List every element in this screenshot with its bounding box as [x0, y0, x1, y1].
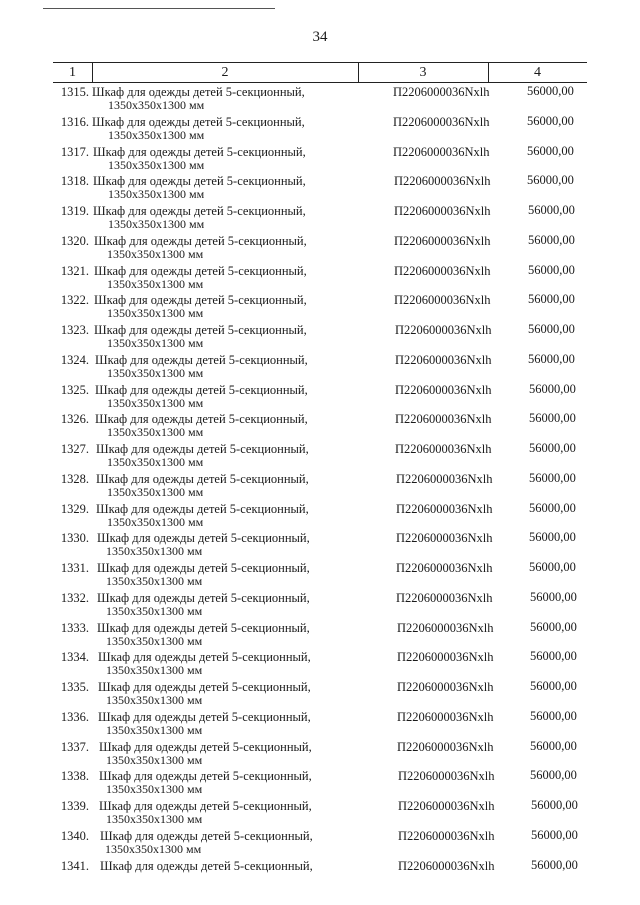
row-item-price: 56000,00 [531, 857, 578, 872]
row-item-price: 56000,00 [528, 262, 575, 277]
row-item-name: Шкаф для одежды детей 5-секционный, [95, 382, 308, 397]
row-number: 1317. [60, 144, 89, 159]
row-item-price: 56000,00 [528, 232, 575, 247]
row-item-name: Шкаф для одежды детей 5-секционный, [96, 471, 309, 486]
row-item-price: 56000,00 [527, 113, 574, 128]
row-item-code: П2206000036Nxlh [394, 263, 491, 278]
row-item-code: П2206000036Nxlh [395, 442, 492, 456]
table-row [0, 856, 640, 886]
table-row [0, 677, 640, 707]
row-number: 1328. [60, 471, 89, 486]
row-item-dimensions: 1350x350x1300 мм [108, 157, 205, 172]
column-header-3: 3 [419, 65, 427, 80]
page-number: 34 [312, 29, 328, 45]
row-item-code: П2206000036Nxlh [394, 233, 491, 248]
row-number: 1322. [60, 293, 89, 308]
row-number: 1321. [60, 263, 89, 278]
table-row [0, 290, 640, 320]
row-item-code: П2206000036Nxlh [393, 144, 490, 159]
row-item-price: 56000,00 [530, 738, 577, 753]
row-item-price: 56000,00 [530, 708, 577, 723]
row-item-dimensions: 1350x350x1300 мм [105, 841, 202, 856]
row-item-price: 56000,00 [527, 143, 574, 158]
table-row [0, 82, 640, 112]
table-row [0, 469, 640, 499]
row-item-price: 56000,00 [531, 827, 578, 842]
row-number: 1315. [60, 85, 89, 99]
row-item-price: 56000,00 [529, 500, 576, 515]
row-item-dimensions: 1350x350x1300 мм [107, 246, 204, 261]
row-number: 1338. [60, 769, 89, 784]
row-item-code: П2206000036Nxlh [397, 680, 494, 694]
row-number: 1334. [60, 650, 89, 665]
row-item-name: Шкаф для одежды детей 5-секционный, [92, 114, 305, 129]
row-item-dimensions: 1350x350x1300 мм [107, 336, 204, 350]
row-item-dimensions: 1350x350x1300 мм [108, 127, 205, 142]
row-item-price: 56000,00 [530, 619, 577, 634]
row-item-price: 56000,00 [529, 530, 576, 545]
row-item-name: Шкаф для одежды детей 5-секционный, [94, 323, 307, 337]
row-item-code: П2206000036Nxlh [397, 650, 494, 665]
row-item-dimensions: 1350x350x1300 мм [107, 455, 204, 469]
row-item-code: П2206000036Nxlh [397, 709, 494, 724]
row-number: 1333. [60, 620, 89, 635]
row-item-dimensions: 1350x350x1300 мм [107, 484, 204, 499]
row-item-dimensions: 1350x350x1300 мм [106, 633, 203, 648]
row-item-code: П2206000036Nxlh [396, 471, 493, 486]
top-rule [43, 8, 275, 9]
table-row [0, 618, 640, 648]
row-number: 1327. [60, 442, 89, 456]
row-number: 1337. [60, 739, 89, 754]
row-number: 1323. [60, 323, 89, 337]
row-item-name: Шкаф для одежды детей 5-секционный, [93, 174, 306, 189]
row-item-code: П2206000036Nxlh [395, 412, 492, 427]
row-item-name: Шкаф для одежды детей 5-секционный, [92, 85, 305, 99]
row-item-name: Шкаф для одежды детей 5-секционный, [98, 680, 311, 694]
row-number: 1330. [60, 531, 89, 546]
row-number: 1320. [60, 233, 89, 248]
row-item-name: Шкаф для одежды детей 5-секционный, [100, 858, 313, 873]
row-item-code: П2206000036Nxlh [394, 174, 491, 189]
row-item-name: Шкаф для одежды детей 5-секционный, [96, 442, 309, 456]
row-number: 1331. [60, 561, 89, 575]
row-item-name: Шкаф для одежды детей 5-секционный, [96, 501, 309, 516]
row-item-price: 56000,00 [530, 589, 577, 604]
row-item-code: П2206000036Nxlh [395, 352, 492, 367]
row-item-code: П2206000036Nxlh [397, 620, 494, 635]
row-item-code: П2206000036Nxlh [398, 858, 495, 873]
row-item-dimensions: 1350x350x1300 мм [106, 693, 203, 707]
row-item-dimensions: 1350x350x1300 мм [106, 574, 203, 588]
row-item-dimensions: 1350x350x1300 мм [108, 98, 205, 112]
row-item-code: П2206000036Nxlh [398, 799, 495, 813]
row-item-name: Шкаф для одежды детей 5-секционный, [94, 293, 307, 308]
row-item-code: П2206000036Nxlh [393, 114, 490, 129]
row-item-price: 56000,00 [528, 351, 575, 366]
row-item-code: П2206000036Nxlh [396, 531, 493, 546]
row-item-name: Шкаф для одежды детей 5-секционный, [97, 590, 310, 605]
row-number: 1319. [60, 204, 89, 218]
row-item-name: Шкаф для одежды детей 5-секционный, [98, 650, 311, 665]
row-item-name: Шкаф для одежды детей 5-секционный, [93, 204, 306, 218]
row-number: 1341. [60, 858, 89, 873]
row-number: 1340. [60, 828, 89, 843]
column-header-4: 4 [534, 65, 541, 80]
table-row [0, 558, 640, 588]
row-item-dimensions: 1350x350x1300 мм [107, 365, 204, 380]
row-number: 1332. [60, 590, 89, 605]
row-item-price: 56000,00 [530, 768, 577, 783]
row-item-name: Шкаф для одежды детей 5-секционный, [98, 709, 311, 724]
row-item-dimensions: 1350x350x1300 мм [107, 395, 204, 410]
row-item-code: П2206000036Nxlh [396, 501, 493, 516]
table-row [0, 350, 640, 380]
row-item-price: 56000,00 [528, 292, 575, 307]
row-item-name: Шкаф для одежды детей 5-секционный, [97, 620, 310, 635]
row-item-dimensions: 1350x350x1300 мм [108, 187, 205, 202]
table-row [0, 171, 640, 201]
row-item-code: П2206000036Nxlh [394, 204, 491, 218]
table-row [0, 766, 640, 796]
table-row [0, 201, 640, 231]
row-item-price: 56000,00 [528, 203, 575, 217]
table-row [0, 499, 640, 529]
table-row [0, 320, 640, 350]
row-item-price: 56000,00 [529, 411, 576, 426]
row-item-code: П2206000036Nxlh [396, 561, 493, 575]
row-number: 1318. [60, 174, 89, 189]
table-row [0, 231, 640, 261]
row-number: 1329. [60, 501, 89, 516]
row-item-code: П2206000036Nxlh [395, 323, 492, 337]
table-row [0, 796, 640, 826]
table-row [0, 112, 640, 142]
row-item-price: 56000,00 [529, 441, 576, 455]
table-row [0, 737, 640, 767]
row-item-dimensions: 1350x350x1300 мм [106, 544, 203, 559]
table-header [53, 62, 587, 83]
row-item-dimensions: 1350x350x1300 мм [107, 425, 204, 440]
row-item-price: 56000,00 [529, 470, 576, 485]
row-item-price: 56000,00 [529, 560, 576, 574]
row-item-price: 56000,00 [530, 649, 577, 664]
row-item-code: П2206000036Nxlh [394, 293, 491, 308]
table-row [0, 380, 640, 410]
row-item-name: Шкаф для одежды детей 5-секционный, [100, 828, 313, 843]
row-item-name: Шкаф для одежды детей 5-секционный, [94, 233, 307, 248]
row-item-price: 56000,00 [530, 679, 577, 693]
row-item-dimensions: 1350x350x1300 мм [106, 722, 203, 737]
row-item-code: П2206000036Nxlh [398, 769, 495, 784]
row-number: 1339. [60, 799, 89, 813]
table-row [0, 142, 640, 172]
row-item-name: Шкаф для одежды детей 5-секционный, [97, 531, 310, 546]
row-item-price: 56000,00 [529, 381, 576, 396]
row-number: 1336. [60, 709, 89, 724]
table-row [0, 439, 640, 469]
row-item-dimensions: 1350x350x1300 мм [107, 306, 204, 321]
row-item-code: П2206000036Nxlh [396, 590, 493, 605]
table-row [0, 707, 640, 737]
row-number: 1325. [60, 382, 89, 397]
row-number: 1335. [60, 680, 89, 694]
row-item-dimensions: 1350x350x1300 мм [106, 812, 203, 826]
row-item-name: Шкаф для одежды детей 5-секционный, [99, 769, 312, 784]
row-item-dimensions: 1350x350x1300 мм [108, 217, 205, 231]
row-item-dimensions: 1350x350x1300 мм [106, 782, 203, 797]
row-item-name: Шкаф для одежды детей 5-секционный, [94, 263, 307, 278]
row-item-dimensions: 1350x350x1300 мм [106, 752, 203, 767]
row-item-name: Шкаф для одежды детей 5-секционный, [99, 799, 312, 813]
table-row [0, 588, 640, 618]
table-row [0, 409, 640, 439]
row-item-price: 56000,00 [527, 84, 574, 98]
row-item-price: 56000,00 [531, 798, 578, 812]
row-item-name: Шкаф для одежды детей 5-секционный, [97, 561, 310, 575]
column-header-1: 1 [69, 65, 76, 80]
row-number: 1316. [60, 114, 89, 129]
table-row [0, 528, 640, 558]
row-item-code: П2206000036Nxlh [395, 382, 492, 397]
row-item-name: Шкаф для одежды детей 5-секционный, [95, 352, 308, 367]
row-item-dimensions: 1350x350x1300 мм [106, 663, 203, 678]
row-number: 1326. [60, 412, 89, 427]
row-item-code: П2206000036Nxlh [393, 85, 490, 99]
table-row [0, 261, 640, 291]
table-row [0, 647, 640, 677]
row-item-name: Шкаф для одежды детей 5-секционный, [93, 144, 306, 159]
row-item-name: Шкаф для одежды детей 5-секционный, [99, 739, 312, 754]
row-item-dimensions: 1350x350x1300 мм [107, 276, 204, 291]
row-item-dimensions: 1350x350x1300 мм [107, 514, 204, 529]
row-item-name: Шкаф для одежды детей 5-секционный, [95, 412, 308, 427]
row-item-price: 56000,00 [528, 322, 575, 336]
row-item-price: 56000,00 [527, 173, 574, 188]
row-item-code: П2206000036Nxlh [398, 828, 495, 843]
row-item-dimensions: 1350x350x1300 мм [106, 603, 203, 618]
column-header-2: 2 [221, 65, 229, 80]
row-number: 1324. [60, 352, 89, 367]
table-row [0, 826, 640, 856]
row-item-code: П2206000036Nxlh [397, 739, 494, 754]
